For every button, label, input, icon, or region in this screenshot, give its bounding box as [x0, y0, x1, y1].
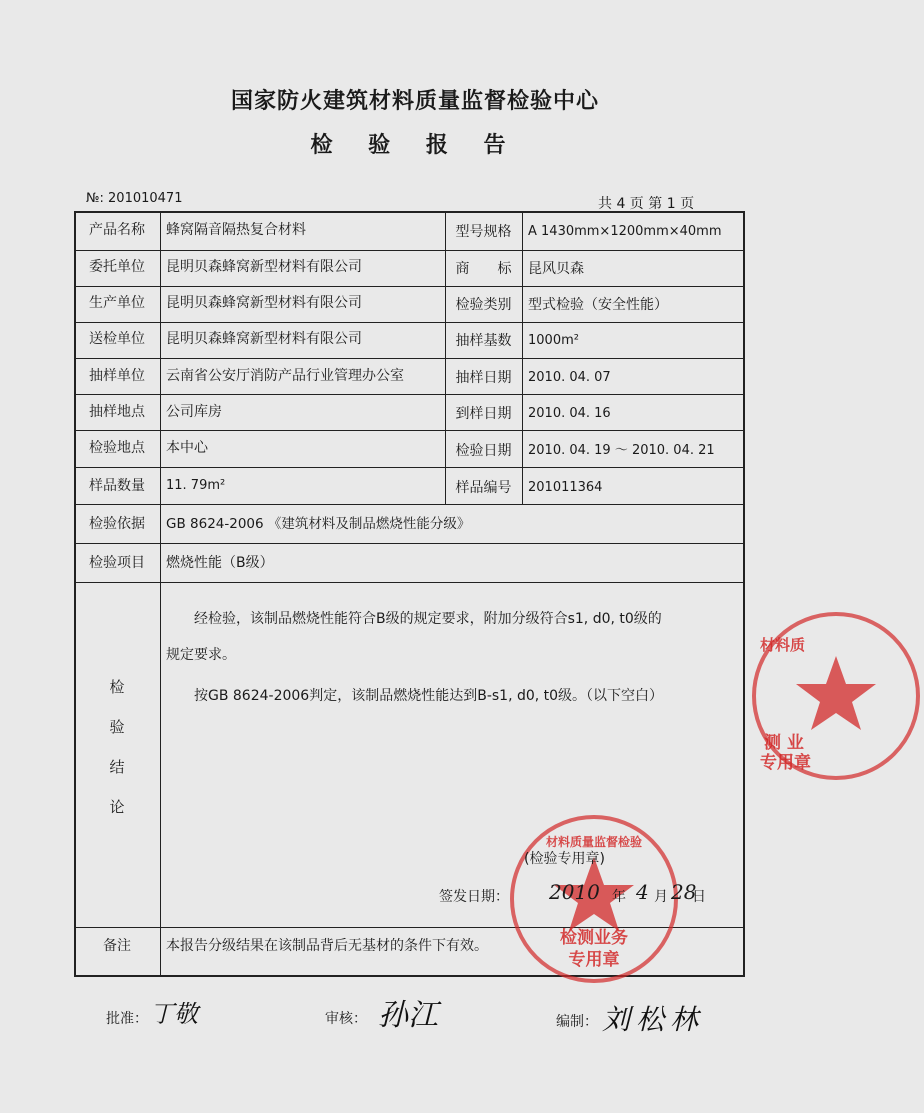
label-basis: 检验依据	[89, 516, 145, 532]
value-test-site: 本中心	[166, 440, 208, 456]
row-divider	[74, 322, 745, 323]
label-inspection-type: 检验类别	[455, 297, 512, 313]
label-remark: 备注	[103, 938, 131, 954]
report-title: 检 验 报 告	[310, 133, 520, 158]
value-arrival-date: 2010. 04. 16	[528, 406, 611, 421]
row-divider	[74, 250, 745, 251]
label-test-item: 检验项目	[89, 555, 145, 571]
conclusion-para1-line2: 规定要求。	[166, 647, 236, 663]
row-divider	[74, 467, 745, 468]
conclusion-label-char: 检	[109, 678, 125, 696]
label-sampling-site: 抽样地点	[89, 404, 145, 420]
conclusion-label-char: 验	[109, 718, 125, 736]
value-producer: 昆明贝森蜂窝新型材料有限公司	[166, 295, 362, 311]
label-product-name: 产品名称	[89, 222, 145, 238]
row-divider	[74, 543, 745, 544]
issue-date-month: 4	[636, 880, 649, 904]
seal-top-text: 材料质量监督检验	[545, 835, 642, 849]
conclusion-para1-line1: 经检验，该制品燃烧性能符合B级的规定要求，附加分级符合s1, d0, t0级的	[194, 611, 662, 627]
label-client: 委托单位	[89, 259, 145, 275]
col-divider	[522, 212, 523, 504]
prepare-label: 编制：	[556, 1014, 598, 1030]
label-producer: 生产单位	[89, 295, 145, 311]
issue-date-day-unit: 日	[692, 889, 706, 905]
row-divider	[74, 286, 745, 287]
label-trademark: 商 标	[455, 261, 512, 277]
value-sampling-base: 1000m²	[528, 333, 579, 348]
row-divider	[74, 394, 745, 395]
review-label: 审核：	[325, 1011, 367, 1027]
col-divider	[160, 212, 161, 976]
value-submitter: 昆明贝森蜂窝新型材料有限公司	[166, 331, 362, 347]
side-seal-line1: 测 业	[764, 733, 804, 753]
value-sample-no: 201011364	[528, 480, 603, 495]
row-divider	[74, 582, 745, 583]
value-client: 昆明贝森蜂窝新型材料有限公司	[166, 259, 362, 275]
issue-date-year-unit: 年	[612, 889, 626, 905]
label-arrival-date: 到样日期	[455, 406, 512, 422]
value-sampling-site: 公司库房	[166, 404, 222, 420]
row-divider	[74, 358, 745, 359]
value-remark: 本报告分级结果在该制品背后无基材的条件下有效。	[166, 938, 488, 954]
approve-signature: 丁敬	[150, 1000, 198, 1028]
value-trademark: 昆风贝森	[528, 261, 584, 277]
value-test-item: 燃烧性能（B级）	[166, 555, 274, 571]
value-model-spec: A 1430mm×1200mm×40mm	[528, 224, 722, 239]
page-info: 共 4 页 第 1 页	[598, 196, 695, 212]
value-product-name: 蜂窝隔音隔热复合材料	[166, 222, 306, 238]
issue-date-day: 28	[671, 880, 697, 904]
seal-line2: 专用章	[568, 950, 620, 970]
conclusion-label-char: 结	[109, 758, 125, 776]
value-sample-qty: 11. 79m²	[166, 478, 226, 493]
label-sampling-date: 抽样日期	[455, 370, 512, 386]
issue-date-label: 签发日期：	[439, 889, 509, 905]
seal-line1: 检测业务	[560, 928, 628, 948]
review-signature: 孙江	[378, 998, 438, 1033]
issue-date-month-unit: 月	[654, 889, 668, 905]
label-sampling-base: 抽样基数	[455, 333, 512, 349]
report-center-title: 国家防火建筑材料质量监督检验中心	[230, 89, 599, 114]
value-sampling-date: 2010. 04. 07	[528, 370, 611, 385]
value-basis: GB 8624-2006 《建筑材料及制品燃烧性能分级》	[166, 516, 471, 532]
row-divider	[74, 504, 745, 505]
conclusion-para2: 按GB 8624-2006判定，该制品燃烧性能达到B-s1, d0, t0级。（以下空白）	[194, 688, 664, 704]
label-model-spec: 型号规格	[455, 224, 512, 240]
label-test-site: 检验地点	[89, 440, 145, 456]
value-inspection-type: 型式检验（安全性能）	[528, 297, 668, 313]
label-sample-no: 样品编号	[455, 480, 512, 496]
prepare-signature: 刘松林	[602, 1003, 705, 1036]
conclusion-label-char: 论	[109, 798, 125, 816]
label-sampling-unit: 抽样单位	[89, 368, 145, 384]
approve-label: 批准：	[106, 1011, 148, 1027]
side-seal-top-text: 材料质	[760, 636, 806, 654]
label-test-date: 检验日期	[455, 443, 512, 459]
side-seal-line2: 专用章	[760, 753, 811, 773]
doc-number: №: 201010471	[86, 191, 183, 206]
seal-note: (检验专用章)	[524, 851, 605, 867]
label-submitter: 送检单位	[89, 331, 145, 347]
side-seal-stamp	[752, 612, 920, 780]
label-sample-qty: 样品数量	[89, 478, 145, 494]
value-sampling-unit: 云南省公安厅消防产品行业管理办公室	[166, 368, 404, 384]
row-divider	[74, 430, 745, 431]
issue-date-year: 2010	[549, 880, 600, 904]
value-test-date: 2010. 04. 19 ～ 2010. 04. 21	[528, 443, 715, 458]
